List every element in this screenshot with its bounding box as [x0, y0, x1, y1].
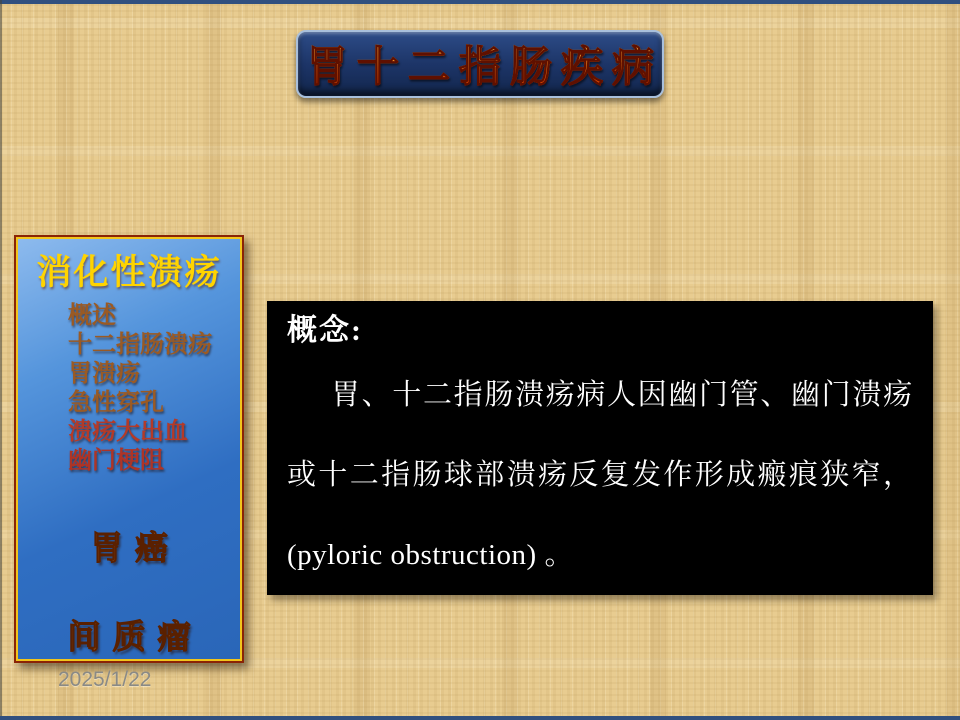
slide-title: 胃十二指肠疾病	[297, 34, 663, 94]
content-line: (pyloric obstruction) 。	[287, 539, 574, 571]
sidebar-menu	[18, 302, 240, 476]
sidebar-item-ulcer-hemorrhage[interactable]: 溃疡大出血	[68, 419, 188, 445]
content-line: 或十二指肠球部溃疡反复发作形成瘢痕狭窄，	[287, 459, 913, 491]
sidebar-item-overview[interactable]: 概述	[68, 303, 116, 329]
slide-left-border	[0, 0, 2, 720]
sidebar-title: 消化性溃疡	[36, 253, 222, 292]
sidebar-item-gastric-cancer[interactable]: 胃癌	[90, 531, 180, 567]
sidebar-item-gastric-ulcer[interactable]: 胃溃疡	[68, 361, 140, 387]
sidebar-panel	[14, 235, 244, 663]
sidebar-item-stromal-tumor[interactable]: 间质瘤	[67, 620, 203, 656]
sidebar-item-duodenal-ulcer[interactable]: 十二指肠溃疡	[68, 332, 212, 358]
sidebar-inner-frame	[16, 237, 242, 661]
slide-bottom-border	[0, 716, 960, 720]
slide-top-border	[0, 0, 960, 4]
title-banner	[296, 30, 664, 98]
content-heading: 概念:	[287, 314, 363, 347]
content-panel	[267, 301, 933, 595]
slide-date: 2025/1/22	[58, 668, 152, 691]
sidebar-item-pyloric-obstruction[interactable]: 幽门梗阻	[68, 448, 164, 474]
content-line: 胃、十二指肠溃疡病人因幽门管、幽门溃疡	[331, 379, 913, 411]
sidebar-item-acute-perforation[interactable]: 急性穿孔	[68, 390, 164, 416]
